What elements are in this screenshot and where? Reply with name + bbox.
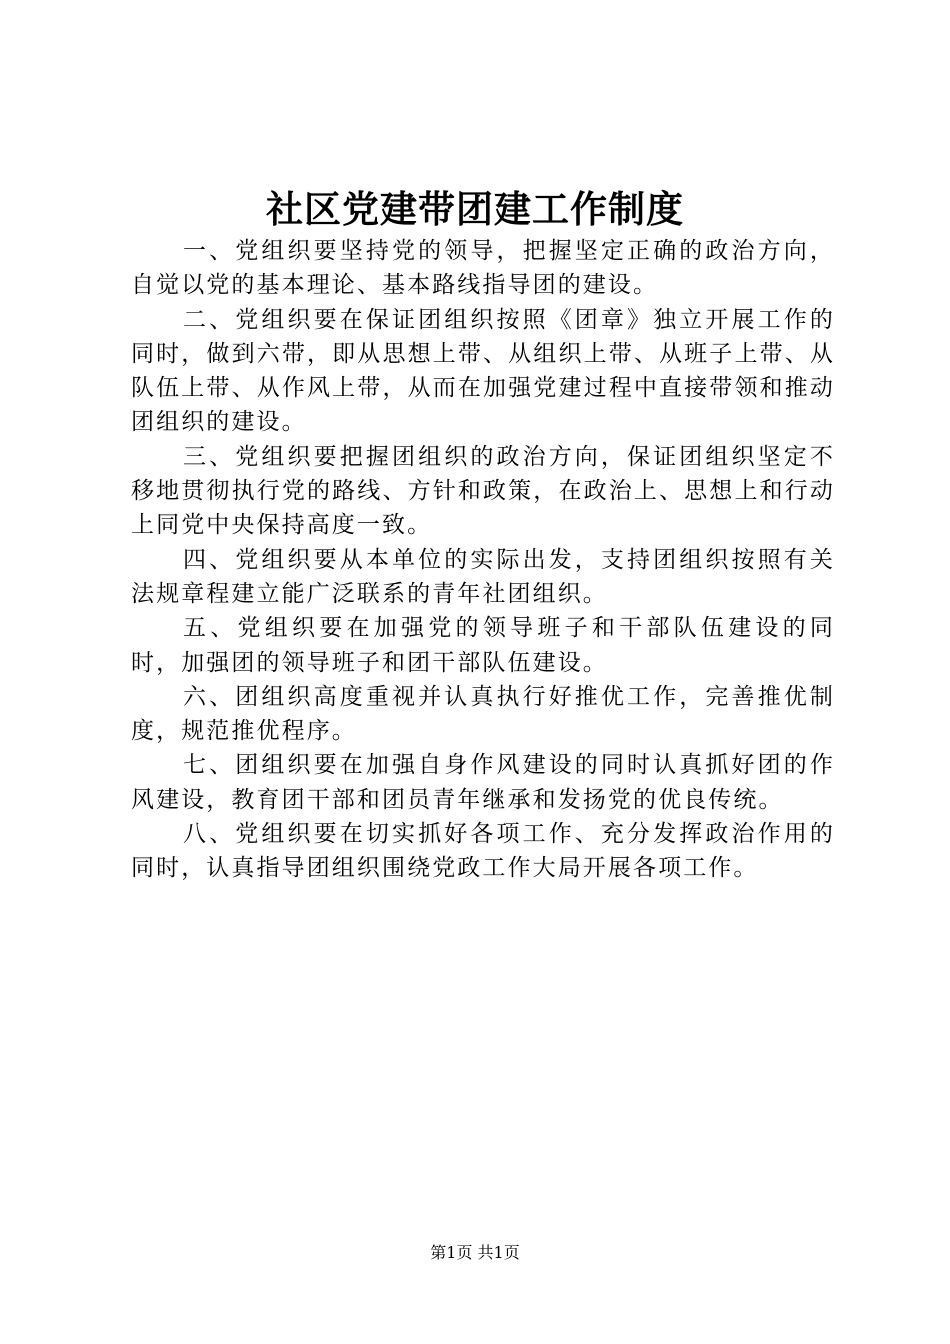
document-body bbox=[131, 234, 835, 886]
paragraph-3: 三、党组织要把握团组织的政治方向，保证团组织坚定不移地贯彻执行党的路线、方针和政策，在政治上、思想上和行动上同党中央保持高度一致。 bbox=[131, 443, 835, 539]
document-title: 社区党建带团建工作制度 bbox=[266, 187, 684, 231]
page-footer: 第1页 共1页 bbox=[430, 1243, 520, 1262]
paragraph-4: 四、党组织要从本单位的实际出发，支持团组织按照有关法规章程建立能广泛联系的青年社团组织。 bbox=[131, 546, 835, 607]
paragraph-7: 七、团组织要在加强自身作风建设的同时认真抓好团的作风建设，教育团干部和团员青年继承和发扬党的优良传统。 bbox=[131, 752, 835, 813]
paragraph-6: 六、团组织高度重视并认真执行好推优工作，完善推优制度，规范推优程序。 bbox=[131, 683, 835, 745]
paragraph-2: 二、党组织要在保证团组织按照《团章》独立开展工作的同时，做到六带，即从思想上带、从组织上带、从班子上带、从队伍上带、从作风上带，从而在加强党建过程中直接带领和推动团组织的建设。 bbox=[131, 306, 835, 436]
paragraph-5: 五、党组织要在加强党的领导班子和干部队伍建设的同时，加强团的领导班子和团干部队伍建设。 bbox=[131, 615, 835, 676]
paragraph-1: 一、党组织要坚持党的领导，把握坚定正确的政治方向，自觉以党的基本理论、基本路线指导团的建设。 bbox=[131, 238, 835, 299]
paragraph-8: 八、党组织要在切实抓好各项工作、充分发挥政治作用的同时，认真指导团组织围绕党政工作大局开展各项工作。 bbox=[131, 821, 835, 882]
